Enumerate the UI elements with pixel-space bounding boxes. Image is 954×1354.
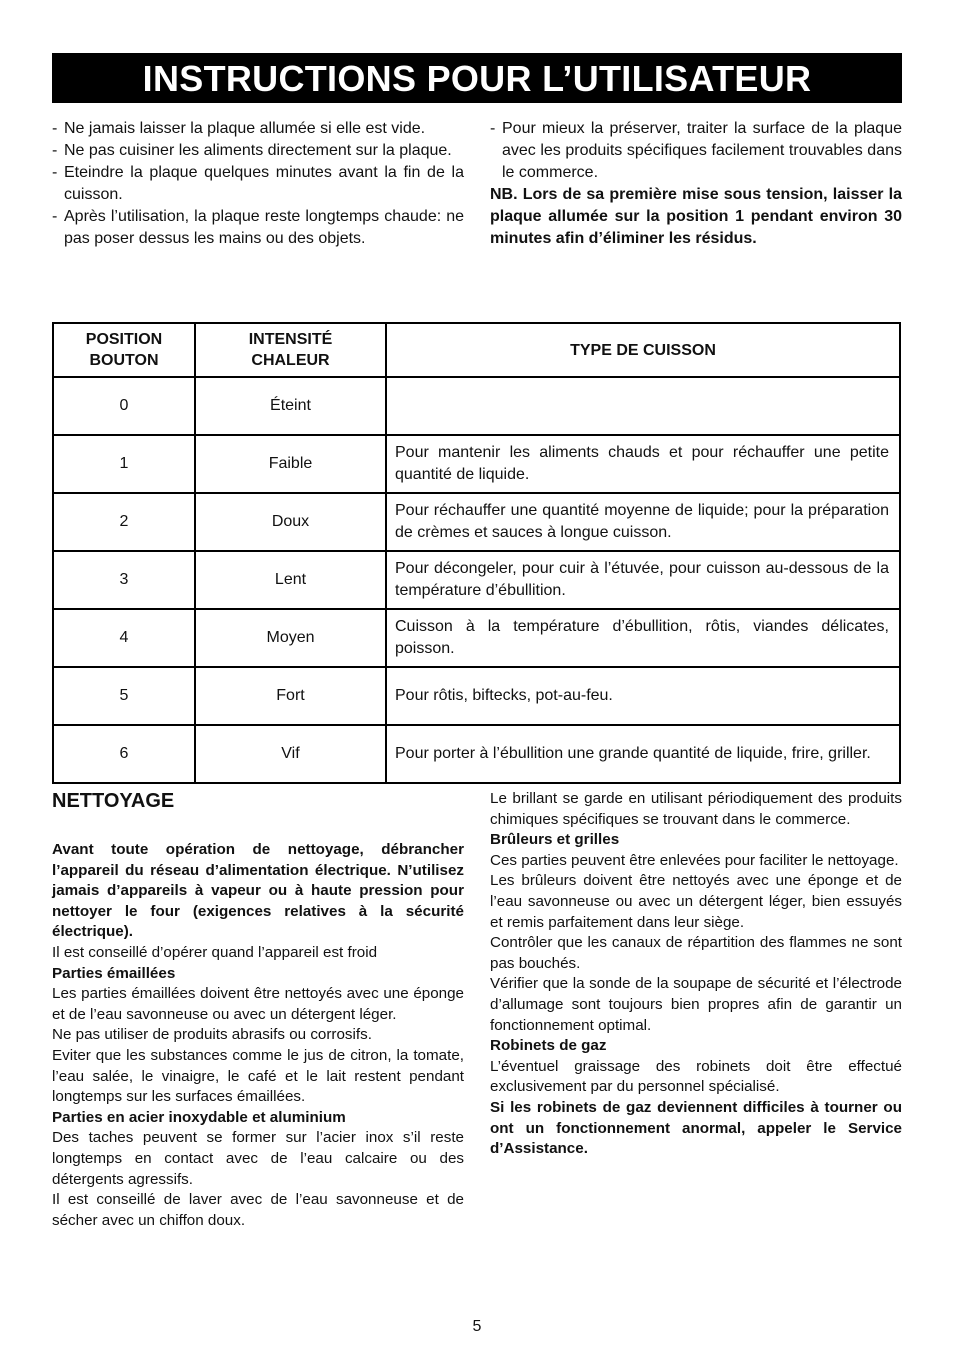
- list-item: - Ne jamais laisser la plaque allumée si elle est vide.: [52, 118, 464, 140]
- table-row: [53, 609, 900, 667]
- table-row: [53, 551, 900, 609]
- intensity-cell: Fort: [195, 667, 386, 725]
- type-cell: Pour rôtis, biftecks, pot-au-feu.: [386, 667, 900, 725]
- burners-section-title: Brûleurs et grilles: [490, 831, 620, 849]
- enamel-paragraph: Ne pas utiliser de produits abrasifs ou corrosifs.: [52, 1026, 372, 1044]
- position-cell: 0: [53, 377, 195, 435]
- table-row: [53, 377, 900, 435]
- taps-warning: Si les robinets de gaz deviennent difficiles à tourner ou ont un fonctionnement anormal, appeler le Service d’Assistance.: [490, 1098, 902, 1158]
- intro-right-column: [490, 118, 902, 250]
- list-item: - Pour mieux la préserver, traiter la surface de la plaque avec les produits spécifiques facilement trouvables dans le commerce.: [490, 118, 902, 184]
- care-list: [490, 118, 902, 184]
- type-cell: Pour réchauffer une quantité moyenne de liquide; pour la préparation de crèmes et sauces à longue cuisson.: [386, 493, 900, 551]
- intensity-cell: Faible: [195, 435, 386, 493]
- intensity-cell: Doux: [195, 493, 386, 551]
- type-cell: Pour mantenir les aliments chauds et pour réchauffer une petite quantité de liquide.: [386, 435, 900, 493]
- type-column-header: TYPE DE CUISSON: [386, 323, 900, 377]
- cleaning-warning: Avant toute opération de nettoyage, débrancher l’appareil du réseau d’alimentation électrique. N’utilisez jamais d’appareils à vapeur ou à haute pression pour nettoyer le four (exigences relatives à la sécurité électrique).: [52, 841, 464, 941]
- enamel-section-title: Parties émaillées: [52, 964, 176, 982]
- intensity-cell: Moyen: [195, 609, 386, 667]
- intensity-cell: Éteint: [195, 377, 386, 435]
- intensity-cell: Vif: [195, 725, 386, 783]
- type-cell: [386, 377, 900, 435]
- first-use-note: NB. Lors de sa première mise sous tension, laisser la plaque allumée sur la position 1 pendant environ 30 minutes afin d’éliminer les résidus.: [490, 186, 902, 247]
- table-row: [53, 493, 900, 551]
- position-column-header: POSITION BOUTON: [53, 323, 195, 377]
- intensity-column-header: INTENSITÉ CHALEUR: [195, 323, 386, 377]
- type-cell: Pour décongeler, pour cuir à l’étuvée, pour cuisson au-dessous de la température d’ébullition.: [386, 551, 900, 609]
- position-cell: 4: [53, 609, 195, 667]
- table-row: [53, 667, 900, 725]
- taps-section-title: Robinets de gaz: [490, 1037, 607, 1055]
- position-cell: 5: [53, 667, 195, 725]
- burners-paragraph: Ces parties peuvent être enlevées pour faciliter le nettoyage.: [490, 851, 899, 869]
- table-row: [53, 435, 900, 493]
- position-cell: 3: [53, 551, 195, 609]
- steel-paragraph: Il est conseillé de laver avec de l’eau savonneuse et de sécher avec un chiffon doux.: [52, 1191, 464, 1229]
- intro-left-column: [52, 118, 464, 250]
- page-title: INSTRUCTIONS POUR L’UTILISATEUR: [52, 53, 902, 103]
- intensity-cell: Lent: [195, 551, 386, 609]
- cleaning-title: NETTOYAGE: [52, 790, 175, 812]
- burners-paragraph: Les brûleurs doivent être nettoyés avec une éponge et de l’eau savonneuse ou avec un détergent léger, bien essuyés et remis parfaitement dans leur siège.: [490, 872, 902, 931]
- precautions-list: [52, 118, 464, 250]
- enamel-paragraph: Les parties émaillées doivent être nettoyés avec une éponge et de l’eau savonneuse ou avec un détergent léger.: [52, 985, 464, 1023]
- position-cell: 1: [53, 435, 195, 493]
- burners-paragraph: Contrôler que les canaux de répartition des flammes ne sont pas bouchés.: [490, 934, 902, 972]
- enamel-paragraph: Eviter que les substances comme le jus de citron, la tomate, l’eau salée, le vinaigre, le café et le lait restent pendant longtemps sur les surfaces émaillées.: [52, 1046, 464, 1106]
- burners-paragraph: Vérifier que la sonde de la soupape de sécurité et l’électrode d’allumage sont toujours bien propres afin de garantir un fonctionnement optimal.: [490, 975, 902, 1034]
- steel-section-title: Parties en acier inoxydable et aluminium: [52, 1108, 346, 1126]
- table-row: [53, 725, 900, 783]
- cleaning-left-column: [52, 790, 464, 1231]
- cleaning-right-column: [490, 789, 902, 1160]
- list-item: - Après l’utilisation, la plaque reste longtemps chaude: ne pas poser dessus les mains ou des objets.: [52, 206, 464, 250]
- steel-paragraph: Des taches peuvent se former sur l’acier inox s’il reste longtemps en contact avec de l’eau calcaire ou des détergents agressifs.: [52, 1129, 464, 1188]
- cooking-positions-table: [52, 322, 901, 784]
- position-cell: 2: [53, 493, 195, 551]
- cleaning-note: Il est conseillé d’opérer quand l’appareil est froid: [52, 943, 378, 961]
- type-cell: Cuisson à la température d’ébullition, rôtis, viandes délicates, poisson.: [386, 609, 900, 667]
- list-item: - Ne pas cuisiner les aliments directement sur la plaque.: [52, 140, 464, 162]
- type-cell: Pour porter à l’ébullition une grande quantité de liquide, frire, griller.: [386, 725, 900, 783]
- list-item: - Eteindre la plaque quelques minutes avant la fin de la cuisson.: [52, 162, 464, 206]
- shine-paragraph: Le brillant se garde en utilisant périodiquement des produits chimiques spécifiques se trouvant dans le commerce.: [490, 790, 902, 828]
- page-number: 5: [472, 1318, 482, 1335]
- table-header-row: [53, 323, 900, 377]
- taps-paragraph: L’éventuel graissage des robinets doit être effectué exclusivement par du personnel spécialisé.: [490, 1057, 902, 1096]
- position-cell: 6: [53, 725, 195, 783]
